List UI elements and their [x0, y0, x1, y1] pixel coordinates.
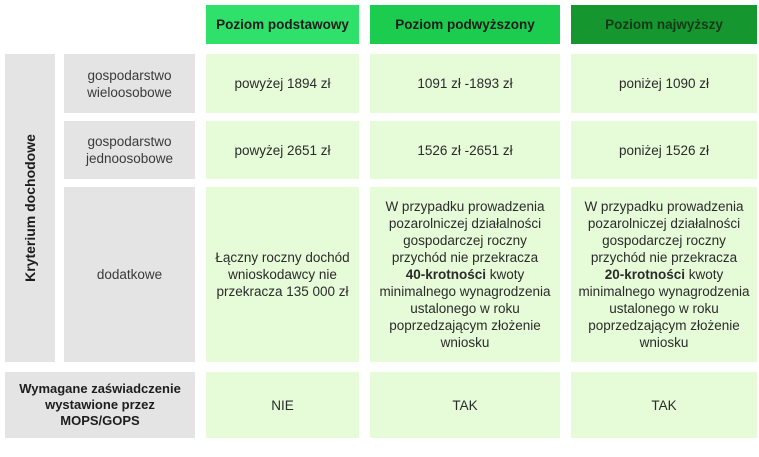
additional-elevated-text — [379, 198, 550, 351]
header-basic-level: Poziom podstawowy — [206, 5, 359, 44]
cell-single-highest: poniżej 1526 zł — [571, 121, 757, 179]
cell-certificate-basic: NIE — [206, 372, 359, 438]
header-highest-level: Poziom najwyższy — [571, 5, 757, 44]
additional-highest-multiplier: 20-krotności — [604, 267, 685, 282]
cell-single-elevated: 1526 zł -2651 zł — [370, 121, 560, 179]
additional-elevated-text-before: W przypadku prowadzenia pozarolniczej działalności gospodarczej roczny przychód nie przekracza — [385, 199, 545, 265]
cell-certificate-highest: TAK — [571, 372, 757, 438]
certificate-required-label: Wymagane zaświadczenie wystawione przez MOPS/GOPS — [5, 372, 195, 438]
header-elevated-level: Poziom podwyższony — [370, 5, 560, 44]
additional-elevated-text-after: kwoty minimalnego wynagrodzenia ustalonego w roku poprzedzającym złożenie wniosku — [379, 267, 551, 350]
income-criterion-label — [5, 54, 55, 362]
cell-additional-highest — [571, 187, 757, 362]
row-label-additional: dodatkowe — [64, 187, 195, 362]
additional-highest-text-before: W przypadku prowadzenia pozarolniczej działalności gospodarczej roczny przychód nie przekracza — [584, 199, 744, 265]
income-criterion-text: Kryterium dochodowe — [22, 134, 39, 282]
additional-highest-text — [578, 198, 749, 351]
cell-additional-elevated — [370, 187, 560, 362]
cell-multi-highest: poniżej 1090 zł — [571, 54, 757, 113]
cell-multi-basic: powyżej 1894 zł — [206, 54, 359, 113]
cell-certificate-elevated: TAK — [370, 372, 560, 438]
cell-additional-basic: Łączny roczny dochód wnioskodawcy nie przekracza 135 000 zł — [206, 187, 359, 362]
cell-multi-elevated: 1091 zł -1893 zł — [370, 54, 560, 113]
cell-single-basic: powyżej 2651 zł — [206, 121, 359, 179]
additional-elevated-multiplier: 40-krotności — [405, 267, 486, 282]
row-label-multi-person-household: gospodarstwo wieloosobowe — [64, 54, 195, 113]
additional-highest-text-after: kwoty minimalnego wynagrodzenia ustalonego w roku poprzedzającym złożenie wniosku — [578, 267, 750, 350]
row-label-single-person-household: gospodarstwo jednoosobowe — [64, 121, 195, 179]
